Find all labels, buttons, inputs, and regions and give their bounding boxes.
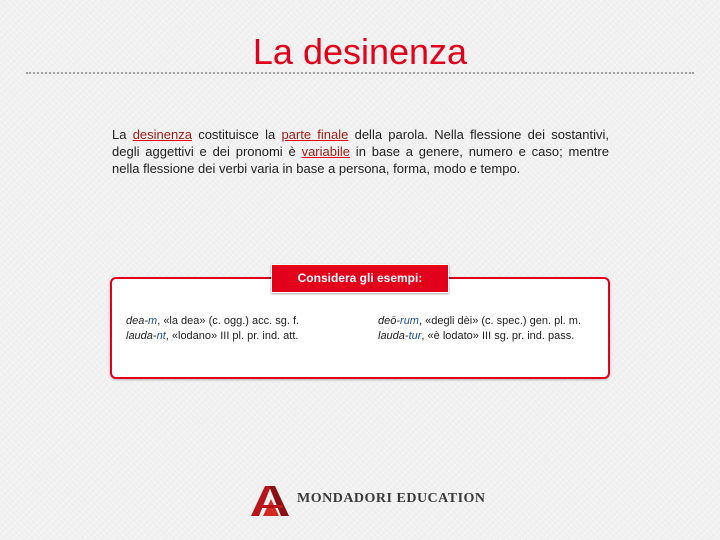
example-gloss: , «è lodato» III sg. pr. ind. pass. xyxy=(421,330,575,342)
example-line xyxy=(126,329,299,344)
intro-paragraph xyxy=(112,126,609,177)
example-line xyxy=(378,329,581,344)
examples-label: Considera gli esempi: xyxy=(271,264,449,293)
intro-text-1: La xyxy=(112,127,133,142)
intro-highlight-variabile: variabile xyxy=(301,144,350,159)
example-gloss: , «la dea» (c. ogg.) acc. sg. f. xyxy=(157,315,300,327)
example-gloss: , «lodano» III pl. pr. ind. att. xyxy=(165,330,299,342)
intro-highlight-parte-finale: parte finale xyxy=(281,127,349,142)
example-ending: rum xyxy=(400,315,419,327)
example-stem: deō- xyxy=(378,315,401,327)
example-ending: tur xyxy=(408,330,422,342)
intro-text-3: della parola. Nella flessione dei sostantivi, degli aggettivi e dei pronomi è xyxy=(112,127,609,159)
example-line xyxy=(378,314,581,329)
example-ending: nt xyxy=(156,330,166,342)
example-gloss: , «degli dèi» (c. spec.) gen. pl. m. xyxy=(418,315,582,327)
examples-column-left xyxy=(126,314,299,344)
intro-text-2: costituisce la xyxy=(191,127,282,142)
publisher-logo xyxy=(249,483,486,517)
example-stem: lauda- xyxy=(126,330,157,342)
examples-column-right xyxy=(378,314,581,344)
title-divider xyxy=(26,72,694,74)
example-line xyxy=(126,314,299,329)
intro-text-4: in base a genere, numero e caso; mentre nella flessione dei verbi varia in base a persona, forma, modo e tempo. xyxy=(112,144,609,176)
intro-highlight-desinenza: desinenza xyxy=(132,127,192,142)
publisher-name: MONDADORI EDUCATION xyxy=(297,491,486,506)
example-ending: m xyxy=(148,315,158,327)
example-stem: dea- xyxy=(126,315,149,327)
mondadori-logo-icon xyxy=(249,483,293,517)
example-stem: lauda- xyxy=(378,330,409,342)
slide-title: La desinenza xyxy=(252,31,468,72)
